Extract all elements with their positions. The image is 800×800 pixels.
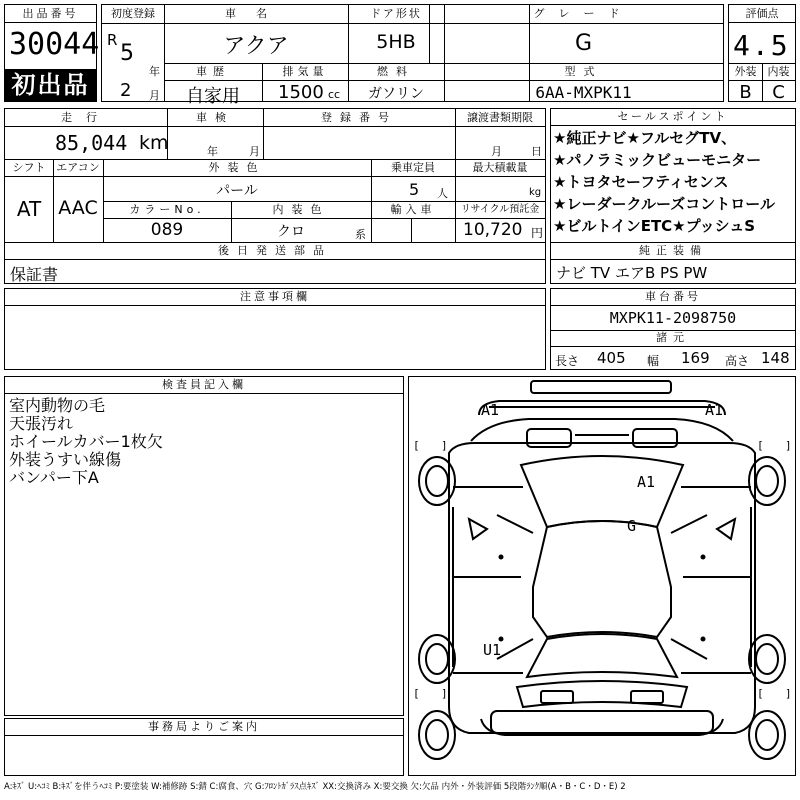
sales-points-box: [550, 108, 796, 284]
width-value: 169: [681, 349, 710, 367]
capacity-value: 5: [409, 180, 420, 199]
height-value: 148: [761, 349, 790, 367]
transfer-label: 譲渡書類期限: [467, 111, 533, 124]
detail-box: [4, 108, 546, 284]
bracket-mark: [: [413, 439, 420, 452]
mileage-unit: km: [139, 132, 169, 154]
ac-value: AAC: [58, 197, 98, 219]
score-label: 評価点: [729, 5, 795, 23]
grade-value: G: [574, 31, 593, 56]
inspector-note: 外装うすい線傷: [9, 451, 122, 469]
inspector-label: 検査員記入欄: [5, 377, 403, 394]
length-value: 405: [597, 349, 626, 367]
history-value: 自家用: [186, 86, 240, 107]
equipment-value: ナビ TV エアB PS PW: [556, 264, 708, 282]
vehicle-info-box: [101, 4, 724, 107]
displacement-label: 排気量: [282, 65, 328, 78]
import-label: 輸入車: [390, 203, 436, 216]
reg-year-unit: 年: [149, 65, 160, 78]
bracket-mark: [: [413, 687, 420, 700]
transfer-day-unit: 日: [531, 145, 542, 158]
fuel-label: 燃料: [377, 65, 415, 78]
exterior-grade: B: [739, 82, 752, 103]
chassis-number: MXPK11-2098750: [609, 309, 737, 327]
chassis-box: [550, 288, 796, 370]
sales-point-item: ★トヨタセーフティセンス: [553, 173, 729, 191]
displacement-value: 1500: [278, 82, 324, 103]
car-diagram-box: [408, 376, 796, 776]
interior-color-label: 内装色: [272, 203, 330, 216]
sales-point-item: ★純正ナビ★フルセグTV、: [553, 129, 737, 147]
sales-point-item: ★パノラミックビューモニター: [553, 151, 762, 169]
height-label: 高さ: [725, 354, 750, 368]
first-listing-badge: 初出品: [5, 69, 96, 101]
interior-grade: C: [772, 82, 785, 103]
legend-text: A:ｷｽﾞ U:ﾍｺﾐ B:ｷｽﾞを伴うﾍｺﾐ P:要塗装 W:補修跡 S:錆 C:腐食、穴 G:ﾌﾛﾝﾄｶﾞﾗｽ点ｷｽﾞ XX:交換済み X:要交換 欠:欠品 内外・外装評価 5段階ﾗﾝｸ順(A・B・C・D・E) 2: [4, 782, 626, 792]
recycle-unit: 円: [531, 226, 544, 240]
inspector-note: ホイールカバー1枚欠: [9, 433, 163, 451]
damage-mark: G: [627, 517, 637, 535]
grade-label: グレード: [533, 7, 634, 20]
recycle-label: リサイクル預託金: [460, 204, 540, 215]
lot-label: 出品番号: [5, 5, 96, 23]
damage-mark: A1: [637, 473, 656, 491]
interior-label: 内装: [767, 65, 790, 78]
bracket-mark: ]: [441, 439, 448, 452]
history-label: 車歴: [196, 65, 230, 78]
exterior-label: 外装: [734, 65, 757, 78]
mileage-label: 走行: [61, 111, 111, 124]
bracket-mark: ]: [785, 439, 792, 452]
inspection-year-unit: 年: [207, 145, 218, 158]
length-label: 長さ: [555, 354, 580, 368]
inspector-note: バンパー下A: [9, 469, 99, 487]
color-no-label: カラーNo.: [129, 203, 205, 216]
lot-number: 30044: [9, 27, 100, 62]
score-value: 4.5: [733, 29, 790, 62]
later-parts-label: 後日発送部品: [218, 244, 332, 257]
mileage-value: 85,044: [55, 131, 128, 155]
ac-label: エアコン: [56, 161, 100, 174]
load-label: 最大積載量: [472, 161, 528, 174]
width-label: 幅: [647, 354, 660, 368]
bracket-mark: ]: [785, 687, 792, 700]
displacement-unit: cc: [328, 88, 341, 101]
caution-label: 注意事項欄: [5, 289, 545, 306]
inspector-box: [4, 376, 404, 716]
equipment-label: 純正装備: [639, 244, 707, 257]
inspector-note: 天張汚れ: [9, 415, 74, 433]
later-parts-value: 保証書: [10, 265, 59, 284]
recycle-value: 10,720: [463, 220, 523, 240]
lot-box: [4, 4, 100, 102]
model-label: 型式: [564, 65, 603, 78]
reg-month-unit: 月: [149, 89, 160, 102]
inspector-note: 室内動物の毛: [9, 397, 106, 415]
car-diagram: [409, 377, 795, 775]
bracket-mark: ]: [441, 687, 448, 700]
color-value: パール: [216, 183, 258, 199]
bracket-mark: [: [757, 439, 764, 452]
inspection-month-unit: 月: [249, 145, 260, 158]
interior-color-value: クロ: [277, 224, 305, 240]
reg-month: 2: [120, 80, 132, 101]
damage-mark: A1: [481, 401, 500, 419]
door-label: ドア形状: [370, 7, 422, 20]
load-unit: kg: [529, 187, 542, 198]
chassis-label: 車台番号: [551, 289, 795, 306]
damage-mark: A1: [705, 401, 724, 419]
shift-label: シフト: [12, 161, 46, 174]
capacity-unit: 人: [437, 187, 448, 200]
reg-year: 5: [120, 41, 134, 66]
bracket-mark: [: [757, 687, 764, 700]
door-value: 5HB: [376, 31, 416, 53]
car-name: アクア: [223, 34, 289, 59]
office-label: 事務局よりご案内: [5, 719, 403, 736]
caution-box: [4, 288, 546, 370]
fuel-value: ガソリン: [368, 86, 424, 102]
score-box: [728, 4, 796, 102]
plate-label: 登録番号: [321, 111, 397, 124]
era-prefix: R: [107, 31, 118, 49]
reg-label: 初度登録: [111, 7, 155, 20]
name-label: 車名: [225, 7, 287, 20]
interior-color-unit: 系: [355, 228, 366, 241]
sales-points-label: セールスポイント: [551, 109, 795, 126]
color-no-value: 089: [150, 220, 184, 240]
inspection-label: 車検: [196, 111, 234, 124]
shift-value: AT: [16, 197, 42, 221]
office-box: [4, 718, 404, 776]
capacity-label: 乗車定員: [391, 161, 435, 174]
transfer-month-unit: 月: [491, 145, 502, 158]
damage-mark: U1: [483, 641, 502, 659]
color-label: 外装色: [208, 161, 266, 174]
sales-point-item: ★ビルトインETC★プッシュS: [553, 217, 756, 235]
dims-label: 諸元: [656, 331, 690, 344]
sales-point-item: ★レーダークルーズコントロール: [553, 195, 775, 213]
model-value: 6AA-MXPK11: [535, 83, 632, 102]
